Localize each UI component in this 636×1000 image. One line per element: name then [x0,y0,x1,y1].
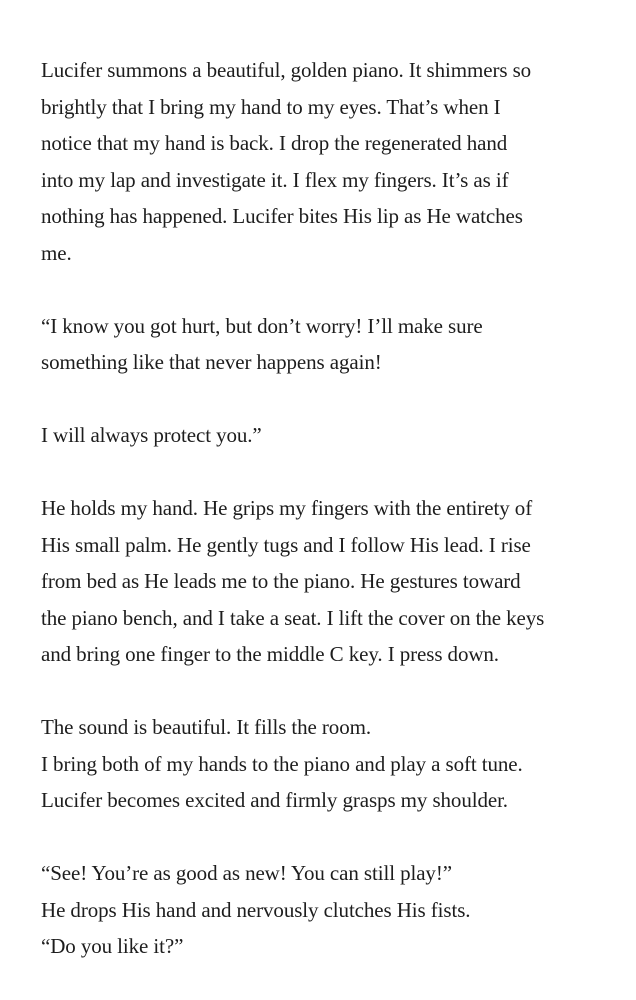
text-line: brightly that I bring my hand to my eyes. That’s when I [41,94,501,119]
text-line: “Do you like it?” [41,934,184,958]
text-line: I bring both of my hands to the piano and play a soft tune. [41,751,523,776]
text-line: Lucifer becomes excited and firmly grasps my shoulder. [41,788,508,812]
text-line: He drops His hand and nervously clutches His fists. [41,897,471,922]
paragraph-2 [41,308,606,381]
text-line: notice that my hand is back. I drop the regenerated hand [41,131,508,155]
text-line: something like that never happens again! [41,350,382,374]
text-line: from bed as He leads me to the piano. He gestures toward [41,569,521,593]
text-line: His small palm. He gently tugs and I follow His lead. I rise [41,532,531,557]
text-line: into my lap and investigate it. I flex my fingers. It’s as if [41,167,509,192]
text-line: Lucifer summons a beautiful, golden piano. It shimmers so [41,58,532,82]
text-line: He holds my hand. He grips my fingers with the entirety of [41,496,533,520]
text-line: “See! You’re as good as new! You can still play!” [41,861,452,885]
text-line: “I know you got hurt, but don’t worry! I’ll make sure [41,313,483,338]
paragraph-5 [41,709,606,819]
text-line: me. [41,240,72,265]
text-line: I will always protect you.” [41,423,262,447]
paragraph-3 [41,417,606,454]
text-line: The sound is beautiful. It fills the room. [41,715,371,739]
paragraph-1 [41,52,606,271]
text-line: and bring one finger to the middle C key. I press down. [41,642,499,666]
text-line: nothing has happened. Lucifer bites His lip as He watches [41,204,523,228]
paragraph-4 [41,490,606,673]
text-line: the piano bench, and I take a seat. I lift the cover on the keys [41,605,545,630]
paragraph-6 [41,855,606,965]
